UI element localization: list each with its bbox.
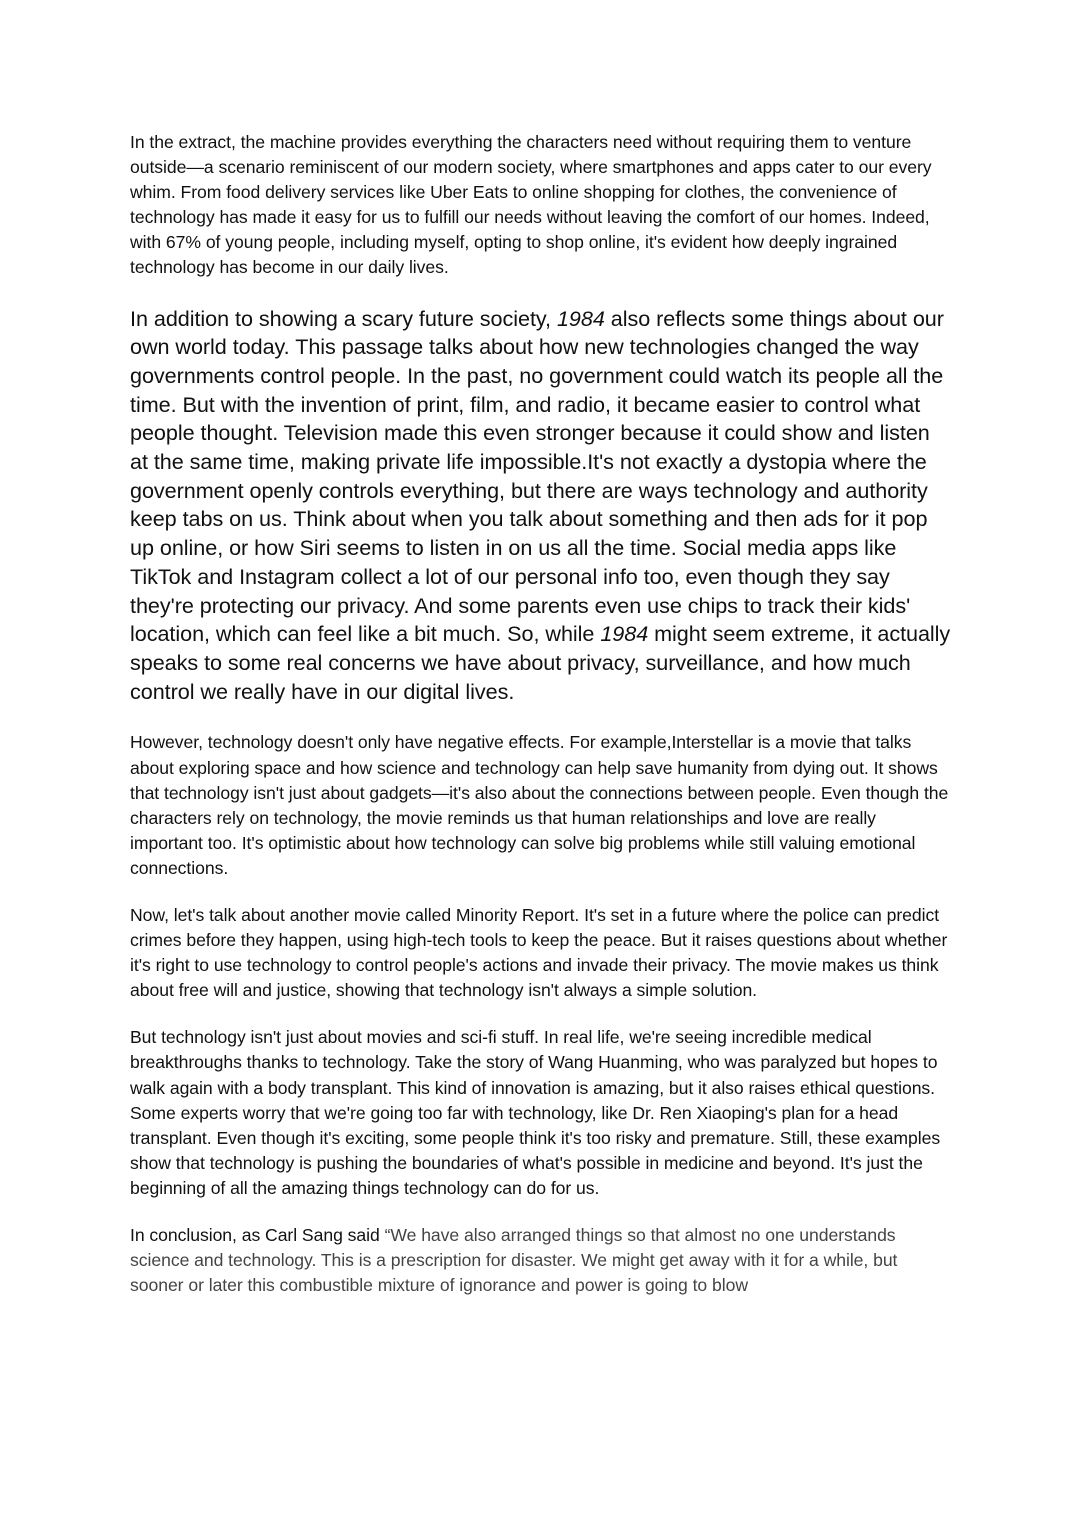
book-title-1984: 1984 [600,621,649,647]
paragraph-minority-report: Now, let's talk about another movie called Minority Report. It's set in a future where the police can predict crimes before they happen, using high-tech tools to keep the peace. But it raises questions about whether it's right to use technology to control people's actions and invade their privacy. The movie makes us think about free will and justice, showing that technology isn't always a simple solution. [130,904,948,1001]
document-page [130,130,952,1298]
paragraph-text: In addition to showing a scary future society, [130,305,557,331]
book-title-1984: 1984 [556,305,605,331]
carl-sagan-quote: “We have also arranged things so that almost no one understands science and technology. This is a prescription for disaster. We might get away with it for a while, but sooner or later this combustible mixture of ignorance and power is going to blow [130,1225,898,1296]
conclusion-intro: In conclusion, as Carl Sang said [130,1225,385,1245]
paragraph-medical-breakthroughs: But technology isn't just about movies and sci-fi stuff. In real life, we're seeing incredible medical breakthroughs thanks to technology. Take the story of Wang Huanming, who was paralyzed but hopes to walk again with a body transplant. This kind of innovation is amazing, but it also raises ethical questions. Some experts worry that we're going too far with technology, like Dr. Ren Xiaoping's plan for a head transplant. Even though it's exciting, some people think it's too risky and premature. Still, these examples show that technology is pushing the boundaries of what's possible in medicine and beyond. It's just the beginning of all the amazing things technology can do for us. [130,1027,941,1198]
paragraph-conclusion [130,1223,952,1298]
paragraph-1984-surveillance [130,305,952,707]
paragraph-extract-machine: In the extract, the machine provides everything the characters need without requiring them to venture outside—a scenario reminiscent of our modern society, where smartphones and apps cater to our every whim. From food delivery services like Uber Eats to online shopping for clothes, the convenience of technology has made it easy for us to fulfill our needs without leaving the comfort of our homes. Indeed, with 67% of young people, including myself, opting to shop online, it's evident how deeply ingrained technology has become in our daily lives. [130,132,932,278]
paragraph-text: might seem extreme, it actually speaks to some real concerns we have about privacy, surveillance, and how much control we really have in our digital lives. [130,621,951,704]
paragraph-text: also reflects some things about our own world today. This passage talks about how new technologies changed the way governments control people. In the past, no government could watch its people all the time. But with the invention of print, film, and radio, it became easier to control what people thought. Television made this even stronger because it could show and listen at the same time, making private life impossible.It's not exactly a dystopia where the government openly controls everything, but there are ways technology and authority keep tabs on us. Think about when you talk about something and then ads for it pop up online, or how Siri seems to listen in on us all the time. Social media apps like TikTok and Instagram collect a lot of our personal info too, even though they say they're protecting our privacy. And some parents even use chips to track their kids' location, which can feel like a bit much. So, while [130,305,944,647]
paragraph-interstellar: However, technology doesn't only have negative effects. For example,Interstellar is a movie that talks about exploring space and how science and technology can help save humanity from dying out. It shows that technology isn't just about gadgets—it's also about the connections between people. Even though the characters rely on technology, the movie reminds us that human relationships and love are really important too. It's optimistic about how technology can solve big problems while still valuing emotional connections. [130,732,949,878]
